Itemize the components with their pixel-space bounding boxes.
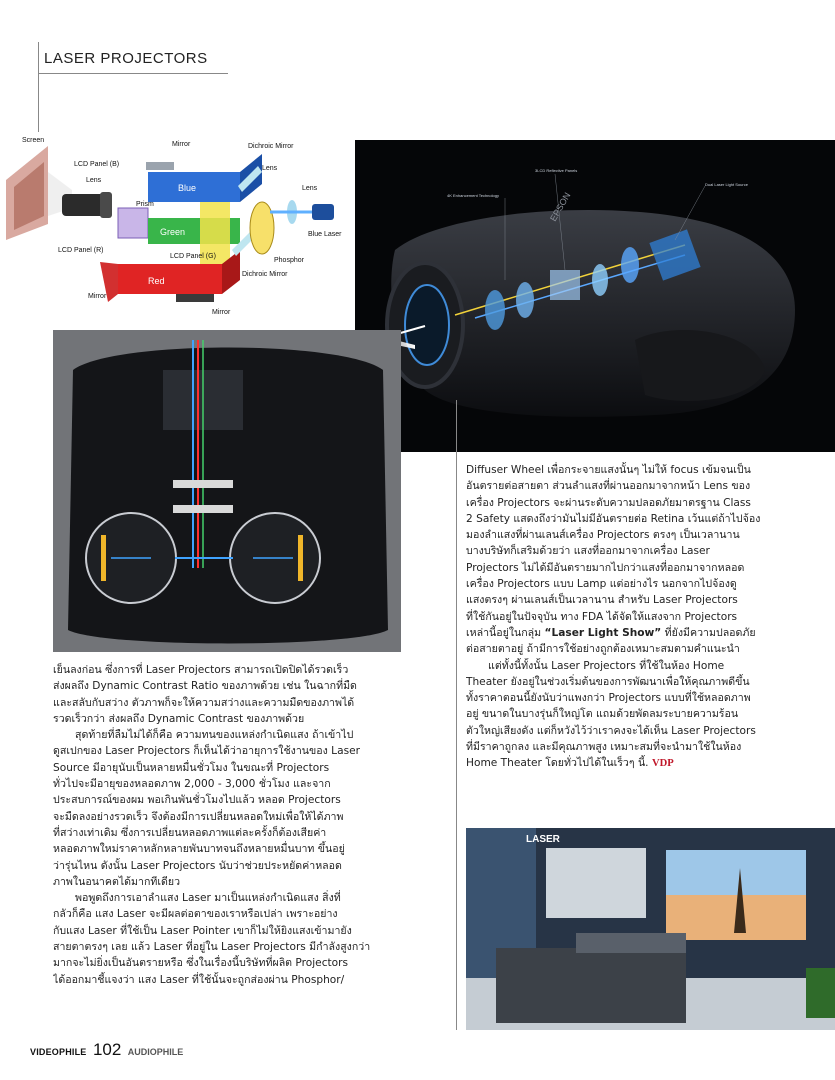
projector-topview-illustration [53,330,401,652]
screen-sky [666,850,806,895]
expo-photo [466,828,835,1030]
display-panel [546,848,646,918]
left-line: มากจะไม่ยิ่งเป็นอันตรายหรือ ซึ่งในเรื่องนี้บริษัทที่ผลิต Projectors [53,957,349,970]
prism-shape [118,208,148,238]
left-line: รวดเร็วกว่า ส่งผลถึง Dynamic Contrast ของภาพด้วย [53,712,305,725]
right-line: Projectors ไม่ได้มีอันตรายมากไปกว่าแสงที่ออกมาจากหลอด [466,561,745,574]
epson-brand-logo: EPSON [548,190,573,223]
column-divider [456,400,457,1030]
right-line-final [466,755,778,772]
right-line: อันตรายต่อสายตา ส่วนลำแสงที่ผ่านออกมาจากหน้า Lens ของ [466,480,751,493]
left-line: ว่ารุ่นไหน ดังนั้น Laser Projectors นับว่าช่วยประหยัดค่าหลอด [53,859,342,872]
optic-plate-1 [173,480,233,488]
left-line: ที่สว่างเท่าเดิม ซึ่งการเปลี่ยนหลอดภาพแต่ละครั้งก็ต้องเสียค่า [53,826,327,839]
epson-projector-illustration [355,140,835,452]
right-line: อยู่ ขนาดในบางรุ่นก็ใหญ่โต แถมด้วยพัดลมระบายความร้อน [466,708,739,721]
diagram-label-phosphor: Phosphor [274,257,304,264]
right-line: ต่อสายตาอยู่ ถ้ามีการใช้อย่างถูกต้องเหมาะสมตามคำแนะนำ [466,643,740,656]
diagram-label-prism: Prism [136,201,154,208]
right-line: บางบริษัทก็เสริมด้วยว่า แสงที่ออกมาจากเครื่อง Laser [466,545,710,558]
epson-label-light-source: Dual Laser Light Source [705,182,748,187]
left-line: สุดท้ายที่ลืมไม่ได้ก็คือ ความทนของแหล่งกำเนิดแสง ถ้าเข้าไป [75,729,354,742]
page-footer [30,1040,183,1060]
right-line: ที่มีราคาถูกลง และมีคุณภาพสูง เหมาะสมที่จะนำมาใช้ในห้อง [466,741,742,754]
epson-label-panels: 3LCD Reflective Panels [535,168,578,173]
diagram-label-mirror-top: Mirror [172,141,191,148]
left-line: ดูสเปกของ Laser Projectors ก็เห็นได้ว่าอายุการใช้งานของ Laser [53,745,360,758]
left-line: ส่งผลถึง Dynamic Contrast Ratio ของภาพด้วย เช่น ในฉากที่มืด [53,680,357,693]
page-number: 102 [92,1040,122,1059]
left-line: พอพูดถึงการเอาลำแสง Laser มาเป็นแหล่งกำเนิดแสง สิ่งที่ [75,892,341,905]
footer-brand: VIDEOPHILE [30,1047,87,1057]
left-line: ทั่วไปจะมีอายุของหลอดภาพ 2,000 - 3,000 ชั่วโมง และจาก [53,778,331,791]
diagram-label-lcd-r: LCD Panel (R) [58,247,104,254]
right-line: ทั้งราคาตอนนี้ยังนับว่าแพงกว่า Projectors แบบที่ใช้หลอดภาพ [466,692,751,705]
diagram-label-lens-right: Lens [302,185,318,192]
right-line: Theater ยังอยู่ในช่วงเริ่มต้นของการพัฒนาเพื่อให้คุณภาพดีขึ้น [466,675,750,688]
left-line: ได้ออกมาชี้แจงว่า แสง Laser ที่ใช้นั้นจะถูกส่องผ่าน Phosphor/ [53,973,345,986]
right-line: เครื่อง Projectors แบบ Lamp แต่อย่างไร นอกจากไปจ้องดู [466,578,737,591]
mirror-bottom-icon [176,294,214,302]
left-line: ประสบการณ์ของผม พอเกินพันชั่วโมงไปแล้ว หลอด Projectors [53,794,341,807]
diagram-label-mirror-bottom: Mirror [212,309,231,316]
right-line: แต่ทั้งนี้ทั้งนั้น Laser Projectors ที่ใช้ในห้อง Home [488,659,725,672]
text-span: ที่ยังมีความปลอดภัย [664,626,756,639]
text-span: เหล่านี้อยู่ในกลุ่ม [466,626,542,639]
diagram-label-dichroic-bottom: Dichroic Mirror [242,271,288,278]
text-span: Home Theater โดยทั่วไปได้ในเร็วๆ นี้. [466,757,649,770]
projector-top [576,933,686,953]
diagram-label-lens-mid: Lens [262,165,278,172]
left-line: เย็นลงก่อน ซึ่งการที่ Laser Projectors สามารถเปิดปิดได้รวดเร็ว [53,664,349,676]
phosphor-left [101,535,106,581]
diagram-label-lcd-g: LCD Panel (G) [170,253,216,260]
left-line: จะมืดลงอย่างรวดเร็ว จึงต้องมีการเปลี่ยนหลอดใหม่เพื่อให้ได้ภาพ [53,810,344,823]
left-line: กลัวก็คือ แสง Laser จะมีผลต่อตาของเราหรือเปล่า เพราะอย่าง [53,908,338,921]
left-line: และสลับกับสว่าง ตัวภาพก็จะให้ความสว่างและความมืดของภาพได้ [53,696,355,709]
epson-projector-figure [355,140,835,452]
red-band [118,264,222,294]
optical-diagram-figure [0,132,352,320]
lens-left-cap [100,192,112,218]
front-lens-icon [405,285,449,365]
right-line: มองลำแสงที่ผ่านเลนส์เครื่อง Projectors ตรงๆ เป็นเวลานาน [466,529,740,542]
diagram-label-green: Green [160,227,186,237]
diagram-label-dichroic-top: Dichroic Mirror [248,143,294,150]
expo-photo-figure [466,828,835,1030]
projector-topview-figure [53,330,401,652]
diagram-label-lens-left: Lens [86,177,102,184]
diagram-label-screen: Screen [22,137,45,144]
plant [806,968,835,1018]
right-column [466,462,778,773]
right-line: เครื่อง Projectors จะผ่านระดับความปลอดภัยมาตรฐาน Class [466,496,751,509]
right-line-with-quote [466,625,778,641]
diagram-label-red: Red [148,276,165,286]
right-line: ตัวใหญ่เสียงดัง แต่ก็หวังไว้ว่าเราคงจะได้เห็น Laser Projectors [466,724,756,737]
left-line: ภาพในอนาคตได้มากทีเดียว [53,875,181,888]
right-line: ที่ใช้กันอยู่ในปัจจุบัน ทาง FDA ได้จัดให้แสงจาก Projectors [466,610,738,623]
mirror-top-icon [146,162,174,170]
laser-light-show-quote: “Laser Light Show” [544,626,662,639]
author-signature: VDP [651,758,674,770]
diagram-label-blue-laser: Blue Laser [308,231,342,238]
right-line: Diffuser Wheel เพื่อกระจายแสงนั้นๆ ไม่ให้ focus เข้มจนเป็น [466,464,751,476]
optical-diagram [0,132,352,320]
expo-sign: LASER [526,834,560,845]
left-column [53,662,403,988]
left-line: Source มีอายุนับเป็นหลายหมื่นชั่วโมง ในขณะที่ Projectors [53,761,330,774]
left-line: สายตาตรงๆ เลย แล้ว Laser ที่อยู่ใน Laser Projectors มีกำลังสูงกว่า [53,941,371,954]
diagram-label-blue: Blue [178,183,197,193]
left-line: กับแสง Laser ที่ใช้เป็น Laser Pointer เขาก็ไม่ให้ยิงแสงเข้ามายัง [53,924,352,937]
blue-laser-icon [312,204,334,220]
right-line: 2 Safety แสดงถึงว่ามันไม่มีอันตรายต่อ Retina เว้นแต่ถ้าไปจ้อง [466,512,761,525]
cinema-projector [496,948,686,1023]
header-rule [38,73,228,74]
left-line: หลอดภาพใหม่ราคาหลักหลายพันบาทจนถึงหลายหมื่นบาท ขึ้นอยู่ [53,843,345,856]
footer-brand-secondary: AUDIOPHILE [127,1047,184,1057]
optic-plate-2 [173,505,233,513]
right-line: แสงตรงๆ ผ่านเลนส์เป็นเวลานาน สำหรับ Laser Projectors [466,594,738,607]
phosphor-right [298,535,303,581]
section-title: LASER PROJECTORS [44,50,208,67]
phosphor-wheel-icon [250,202,274,254]
diagram-label-lcd-b: LCD Panel (B) [74,161,120,168]
header-vertical-rule [38,42,39,142]
epson-label-enhancement: 4K Enhancement Technology [447,193,499,198]
diagram-label-mirror-left: Mirror [88,293,107,300]
